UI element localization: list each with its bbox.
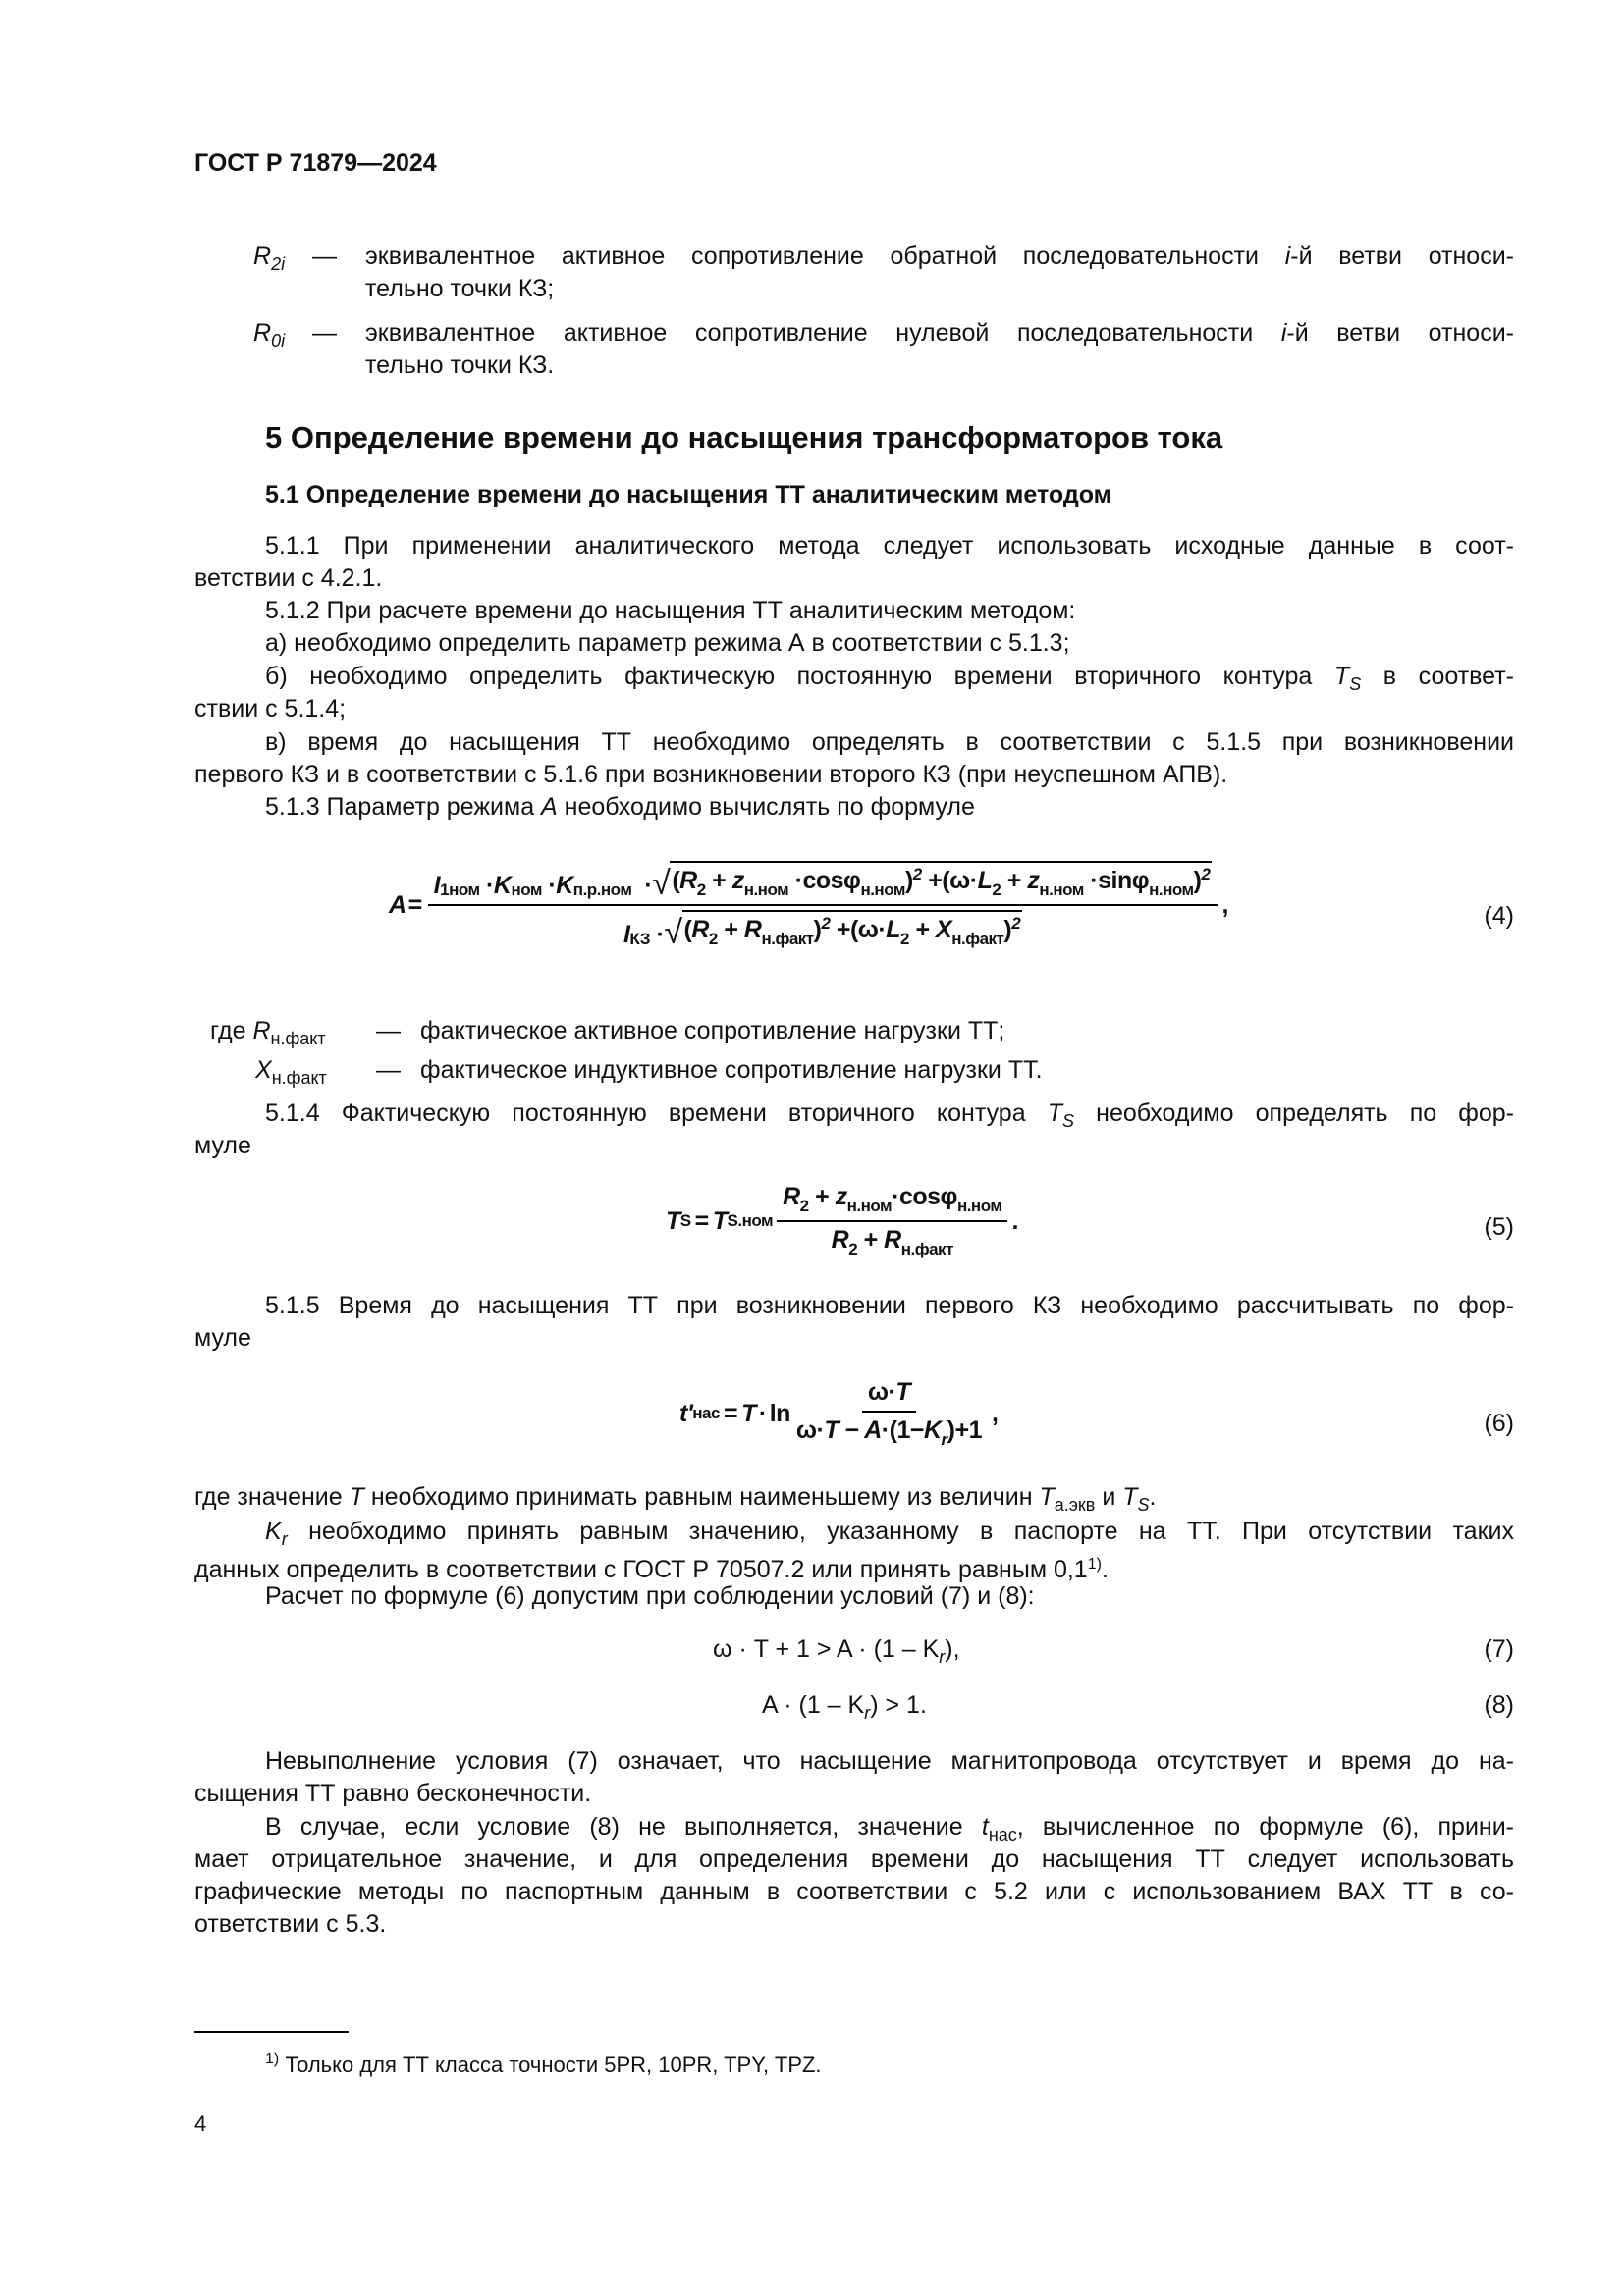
footnote-divider bbox=[194, 2031, 349, 2033]
paragraph-line: Расчет по формуле (6) допустим при соблюдении условий (7) и (8): bbox=[265, 1582, 1035, 1610]
paragraph-line: 5.1.5 Время до насыщения ТТ при возникновении первого КЗ необходимо рассчитывать по фор- bbox=[265, 1292, 1514, 1319]
def-text-line: фактическое активное сопротивление нагрузки ТТ; bbox=[420, 1017, 1005, 1044]
paragraph-line: ствии с 5.1.4; bbox=[194, 695, 347, 722]
paragraph-line: данных определить в соответствии с ГОСТ Р 70507.2 или принять равным 0,1$^{1)}$. bbox=[194, 1556, 1109, 1583]
where-line: где $R_{н.факт}$ bbox=[210, 1017, 326, 1048]
paragraph-line: Невыполнение условия (7) означает, что насыщение магнитопровода отсутствует и время до на- bbox=[265, 1747, 1514, 1775]
paragraph-line: мает отрицательное значение, и для определения времени до насыщения ТТ следует использовать bbox=[194, 1845, 1514, 1873]
equation-number: (8) bbox=[1484, 1691, 1514, 1719]
paragraph-line: 5.1.2 При расчете времени до насыщения ТТ аналитическим методом: bbox=[265, 597, 1076, 624]
def-text-line: тельно точки КЗ; bbox=[365, 275, 555, 302]
paragraph-line: ветствии с 4.2.1. bbox=[194, 564, 383, 592]
paragraph-line: ответствии с 5.3. bbox=[194, 1910, 387, 1938]
paragraph-line: 5.1.3 Параметр режима A необходимо вычислять по формуле bbox=[265, 793, 975, 821]
paragraph-line: б) необходимо определить фактическую постоянную времени вторичного контура $T_S$ в соответ- bbox=[265, 663, 1514, 694]
def-symbol: $R_{2i}$ bbox=[253, 242, 286, 274]
subsection-heading: 5.1 Определение времени до насыщения ТТ аналитическим методом bbox=[265, 481, 1112, 508]
footnote: $^{1)}$ Только для ТТ класса точности 5PR, 10PR, TPY, TPZ. bbox=[265, 2051, 822, 2077]
paragraph-line: графические методы по паспортным данным в соответствии с 5.2 или с использованием ВАХ ТТ в со- bbox=[194, 1878, 1514, 1905]
document-header: ГОСТ Р 71879—2024 bbox=[194, 149, 437, 177]
def-text-line: тельно точки КЗ. bbox=[365, 351, 555, 379]
formula-5: T S = T S.ном $\frac{R_2 + z_{н.ном}\cdot\cos\varphi_{н.ном}}{R_2 + R_{н.факт}}$ . bbox=[666, 1183, 1018, 1258]
formula-8: $A \cdot (1 - K_r) > 1$. bbox=[762, 1691, 927, 1723]
def-text-line: эквивалентное активное сопротивление нулевой последовательности i-й ветви относи- bbox=[365, 319, 1514, 347]
equation-number: (7) bbox=[1484, 1635, 1514, 1663]
paragraph-line: где значение T необходимо принимать равным наименьшему из величин $T_{а.экв}$ и $T_S$. bbox=[194, 1483, 1157, 1515]
paragraph-line: сыщения ТТ равно бесконечности. bbox=[194, 1780, 592, 1807]
paragraph-line: в) время до насыщения ТТ необходимо определять в соответствии с 5.1.5 при возникновении bbox=[265, 728, 1514, 756]
def-symbol: $R_{0i}$ bbox=[253, 319, 286, 350]
formula-4: A = I 1ном · K ном · K п.р.ном · √ $(R_2 + z_{н.ном} \cdot\cos\varphi_{н.ном})^2 +(\omega\cdot L_2 + z_{н.ном} \cdot\sin\varphi_{н.ном})^2$ I КЗ · √ $(R_2 + R_{н.факт})^2 +(\omega\cdot L_2 + X_{н.факт})^2$ , bbox=[389, 846, 1228, 964]
paragraph-line: $K_r$ необходимо принять равным значению, указанному в паспорте на ТТ. При отсутствии таких bbox=[265, 1518, 1514, 1549]
def-dash: — bbox=[376, 1056, 401, 1084]
page-number: 4 bbox=[194, 2111, 207, 2136]
paragraph-line: 5.1.4 Фактическую постоянную времени вторичного контура $T_S$ необходимо определять по фор- bbox=[265, 1099, 1514, 1131]
formula-6: t' нас = T · ln $\frac{\omega\cdot T}{\omega\cdot T - A\cdot(1-K_r)+1}$ , bbox=[679, 1377, 999, 1449]
def-dash: — bbox=[312, 319, 337, 347]
paragraph-line: а) необходимо определить параметр режима А в соответствии с 5.1.3; bbox=[265, 629, 1070, 657]
paragraph-line: муле bbox=[194, 1132, 251, 1159]
paragraph-line: муле bbox=[194, 1324, 251, 1352]
section-heading: 5 Определение времени до насыщения трансформаторов тока bbox=[265, 420, 1223, 454]
def-dash: — bbox=[312, 242, 337, 270]
equation-number: (5) bbox=[1484, 1213, 1514, 1241]
def-dash: — bbox=[376, 1017, 401, 1044]
paragraph-line: В случае, если условие (8) не выполняется, значение $t_{нас}$, вычисленное по формуле (6), прини- bbox=[265, 1813, 1515, 1844]
equation-number: (4) bbox=[1484, 902, 1514, 930]
def-text-line: фактическое индуктивное сопротивление нагрузки ТТ. bbox=[420, 1056, 1043, 1084]
paragraph-line: первого КЗ и в соответствии с 5.1.6 при возникновении второго КЗ (при неуспешном АПВ). bbox=[194, 761, 1228, 788]
formula-7: $\omega \cdot T + 1 > A \cdot (1 - K_r)$, bbox=[713, 1635, 960, 1667]
def-text-line: эквивалентное активное сопротивление обратной последовательности i-й ветви относи- bbox=[365, 242, 1514, 270]
where-line: $X_{н.факт}$ bbox=[255, 1056, 327, 1088]
paragraph-line: 5.1.1 При применении аналитического метода следует использовать исходные данные в соот- bbox=[265, 532, 1514, 560]
equation-number: (6) bbox=[1484, 1410, 1514, 1437]
